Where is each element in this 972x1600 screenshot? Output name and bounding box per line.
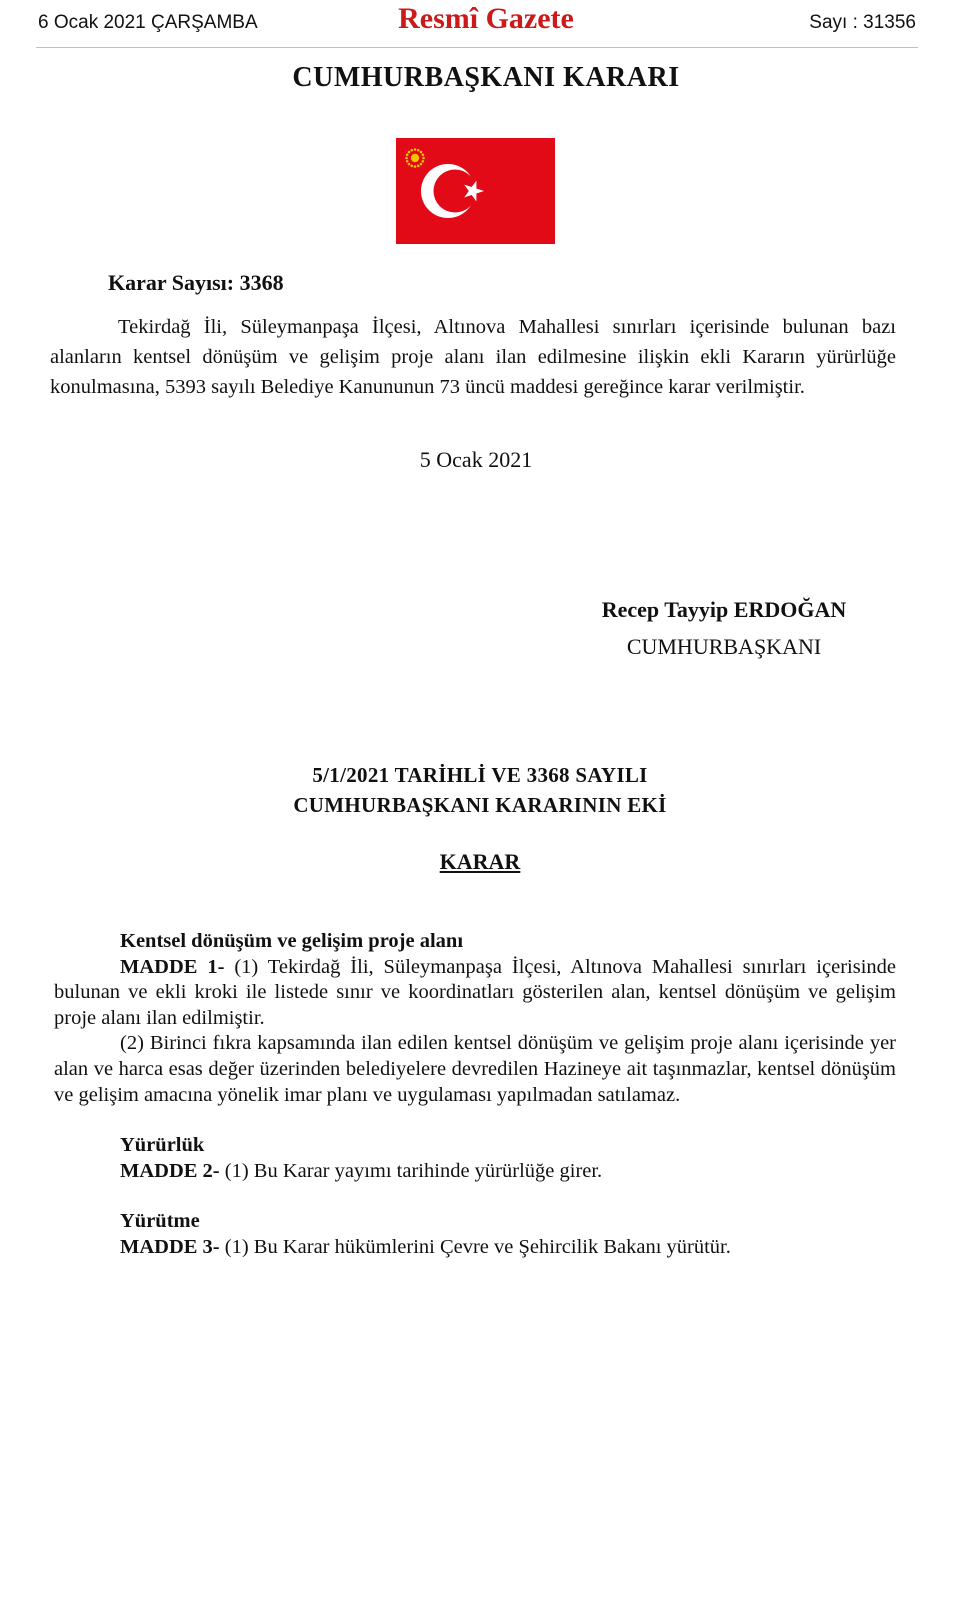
seal-star-icon: [406, 160, 409, 163]
seal-star-icon: [417, 149, 420, 152]
article3-text: (1) Bu Karar hükümlerini Çevre ve Şehircilik Bakanı yürütür.: [219, 1235, 731, 1258]
signer-name: Recep Tayyip ERDOĞAN: [601, 597, 847, 622]
articles-section: [54, 929, 896, 1261]
seal-star-icon: [410, 165, 413, 168]
seal-star-icon: [422, 160, 425, 163]
seal-star-icon: [410, 149, 413, 152]
article1-paragraph2: (2) Birinci fıkra kapsamında ilan edilen kentsel dönüşüm ve gelişim proje alanı içerisinde yer alan ve harca esas değer üzerinden belediyelere devredilen Hazineye ait taşınmazlar, kentsel dönüşüm ve gelişim amacına yönelik imar planı ve uygulaması yapılmadan satılamaz.: [54, 1032, 896, 1106]
article3-paragraph: [54, 1235, 896, 1261]
article1-heading: Kentsel dönüşüm ve gelişim proje alanı: [120, 930, 464, 952]
preamble-paragraph: Tekirdağ İli, Süleymanpaşa İlçesi, Altınova Mahallesi sınırları içerisinde bulunan bazı alanların kentsel dönüşüm ve gelişim proje alanı ilan edilmesine ilişkin ekli Kararın yürürlüğe konulmasına, 5393 sayılı Belediye Kanununun 73 üncü maddesi gereğince karar verilmiştir.: [50, 316, 896, 398]
article2-heading: Yürürlük: [120, 1134, 205, 1157]
annex-title-line1: 5/1/2021 TARİHLİ VE 3368 SAYILI: [312, 763, 648, 787]
article1-paragraph1: [54, 955, 896, 1032]
article2-paragraph: [54, 1159, 896, 1185]
document-title: CUMHURBAŞKANI KARARI: [292, 62, 680, 93]
karar-heading: KARAR: [439, 849, 521, 874]
seal-star-icon: [414, 165, 417, 168]
seal-star-icon: [408, 151, 411, 154]
annex-title: [0, 760, 960, 820]
article3-heading: Yürütme: [120, 1210, 200, 1233]
seal-star-icon: [422, 157, 425, 160]
gazette-title: Resmî Gazete: [398, 2, 574, 35]
turkish-flag-icon: [396, 138, 555, 244]
seal-star-icon: [420, 151, 423, 154]
seal-star-icon: [406, 153, 409, 156]
seal-star-icon: [414, 148, 417, 151]
annex-title-line2: CUMHURBAŞKANI KARARININ EKİ: [293, 793, 667, 817]
header-issue-number: Sayı : 31356: [809, 12, 916, 33]
header-divider: [36, 47, 918, 48]
article1-text: (1) Tekirdağ İli, Süleymanpaşa İlçesi, Altınova Mahallesi sınırları içerisinde bulunan ve ekli kroki ile listede sınır ve koordinatları gösterilen alan, kentsel dönüşüm ve gelişim proje alanı ilan edilmiştir.: [54, 955, 896, 1029]
seal-star-icon: [408, 163, 411, 166]
article2-text: (1) Bu Karar yayımı tarihinde yürürlüğe girer.: [219, 1159, 603, 1182]
article1-label: MADDE 1-: [120, 955, 225, 978]
article3-label: MADDE 3-: [120, 1235, 220, 1258]
header-date: 6 Ocak 2021 ÇARŞAMBA: [38, 12, 258, 33]
decision-number: Karar Sayısı: 3368: [108, 270, 284, 295]
seal-star-icon: [420, 163, 423, 166]
seal-star-icon: [417, 165, 420, 168]
decision-date: 5 Ocak 2021: [419, 447, 533, 472]
seal-star-icon: [422, 153, 425, 156]
signer-title: CUMHURBAŞKANI: [626, 634, 822, 659]
seal-star-icon: [405, 157, 408, 160]
article2-label: MADDE 2-: [120, 1159, 220, 1182]
